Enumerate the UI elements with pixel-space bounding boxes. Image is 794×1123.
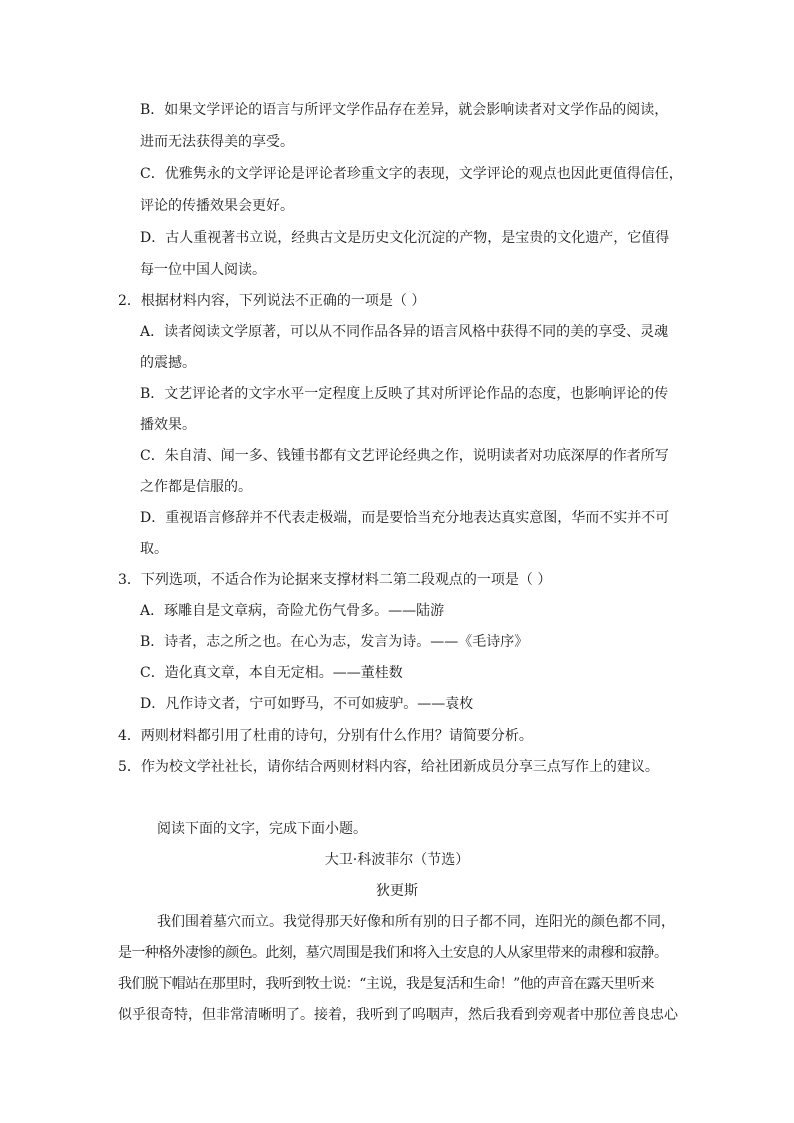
q2-stem: 2．根据材料内容，下列说法不正确的一项是（ ） [118, 293, 426, 309]
q1-option-c-line2: 评论的传播效果会更好。 [140, 198, 294, 214]
q1-option-b-line1: B．如果文学评论的语言与所评文学作品存在差异，就会影响读者对文学作品的阅读， [140, 102, 669, 118]
q3-stem: 3．下列选项，不适合作为论据来支撑材料二第二段观点的一项是（ ） [118, 572, 552, 588]
q3-option-b: B．诗者，志之所之也。在心为志，发言为诗。——《毛诗序》 [140, 634, 529, 650]
q2-option-a-line1: A．读者阅读文学原著，可以从不同作品各异的语言风格中获得不同的美的享受、灵魂 [140, 324, 669, 340]
q2-option-b-line2: 播效果。 [140, 417, 196, 433]
q4-stem: 4．两则材料都引用了杜甫的诗句，分别有什么作用？请简要分析。 [118, 728, 533, 744]
q3-option-d: D．凡作诗文者，宁可如野马，不可如疲驴。——袁枚 [140, 696, 474, 712]
reading-intro: 阅读下面的文字，完成下面小题。 [157, 821, 367, 837]
passage-line-2: 是一种格外凄惨的颜色。此刻，墓穴周围是我们和将入土安息的人从家里带来的肃穆和寂静。 [118, 945, 668, 961]
q1-option-d-line1: D．古人重视著书立说，经典古文是历史文化沉淀的产物，是宝贵的文化遗产，它值得 [140, 230, 670, 246]
q2-option-b-line1: B．文艺评论者的文字水平一定程度上反映了其对所评论作品的态度，也影响评论的传 [140, 386, 669, 402]
q3-option-c: C．造化真文章，本自无定相。——董桂数 [140, 665, 403, 681]
q2-option-d-line1: D．重视语言修辞并不代表走极端，而是要恰当充分地表达真实意图，华而不实并不可 [140, 510, 670, 526]
q2-option-c-line1: C．朱自清、闻一多、钱锺书都有文艺评论经典之作，说明读者对功底深厚的作者所写 [140, 448, 669, 464]
q1-option-d-line2: 每一位中国人阅读。 [140, 262, 266, 278]
passage-title: 大卫·科波菲尔（节选） [324, 852, 470, 868]
passage-line-3: 我们脱下帽站在那里时，我听到牧士说：“主说，我是复活和生命！”他的声音在露天里听来 [118, 976, 654, 992]
q1-option-b-line2: 进而无法获得美的享受。 [140, 134, 294, 150]
q1-option-c-line1: C．优雅隽永的文学评论是评论者珍重文字的表现，文学评论的观点也因此更值得信任， [140, 166, 683, 182]
q2-option-d-line2: 取。 [140, 541, 168, 557]
passage-line-1: 我们围着墓穴而立。我觉得那天好像和所有别的日子都不同，连阳光的颜色都不同， [157, 914, 675, 930]
q5-stem: 5．作为校文学社社长，请你结合两则材料内容，给社团新成员分享三点写作上的建议。 [118, 759, 659, 775]
q3-option-a: A．琢雕自是文章病，奇险尤伤气骨多。——陆游 [140, 603, 445, 619]
q2-option-c-line2: 之作都是信服的。 [140, 479, 252, 495]
q2-option-a-line2: 的震撼。 [140, 355, 196, 371]
passage-line-4: 似乎很奇特，但非常清晰明了。接着，我听到了呜咽声，然后我看到旁观者中那位善良忠心 [118, 1007, 678, 1023]
passage-author: 狄更斯 [376, 883, 418, 899]
